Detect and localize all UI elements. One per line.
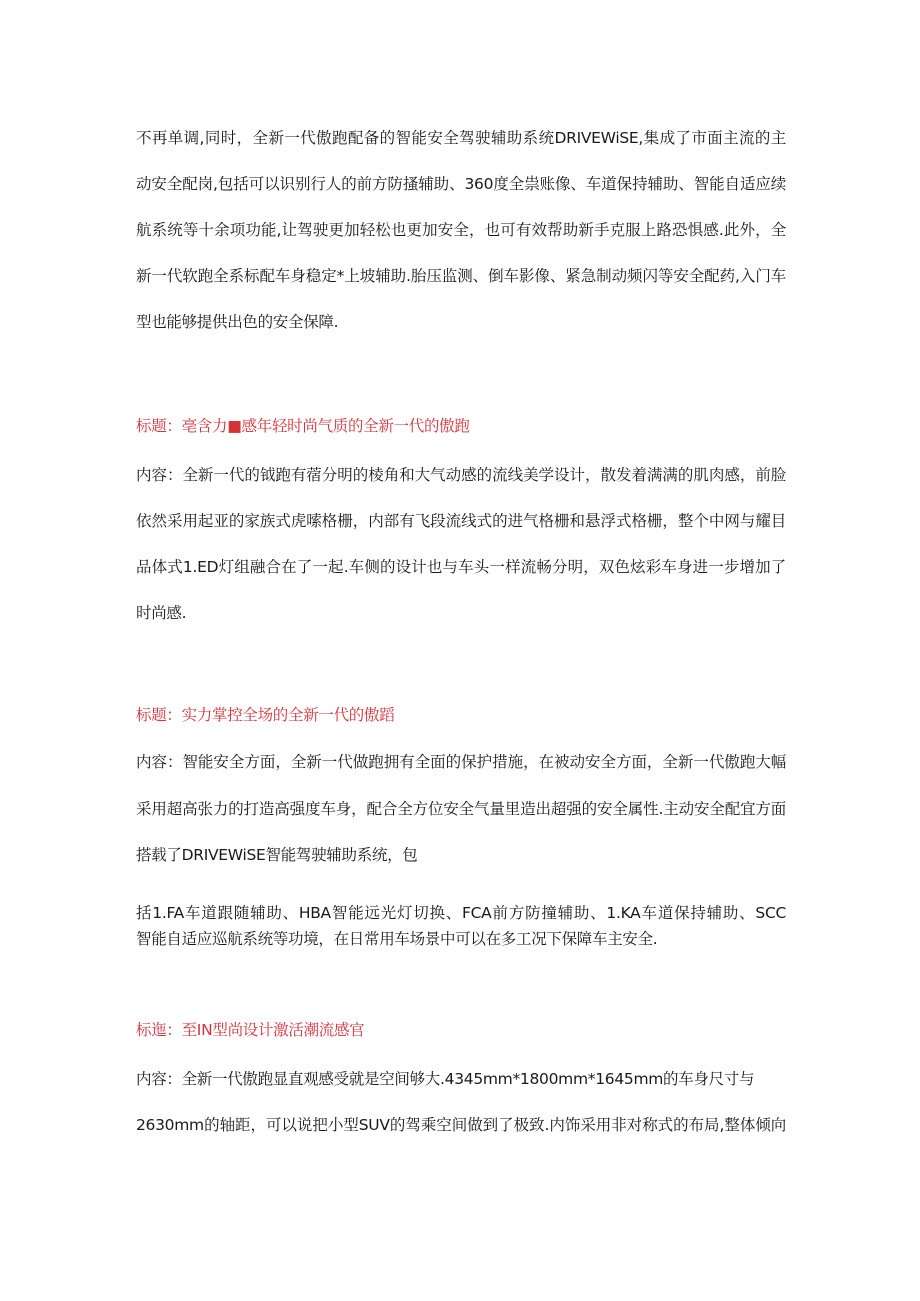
intro-line: 动安全配岗,包括可以识别行人的前方防搔辅助、360度全祟账像、车道保持辅助、智能自适应续 [136, 175, 786, 193]
section-content-line: 搭载了DRIVEWiSE智能驾驶辅助系统，包 [136, 846, 418, 864]
section-title: 标题：实力掌控全场的全新一代的傲蹈 [136, 706, 395, 724]
section-content-line: 品体式1.ED灯组融合在了一起.车侧的设计也与车头一样流畅分明，双色炫彩车身进一步增加了 [136, 558, 786, 576]
section-content-line: 内容：智能安全方面，全新一代做跑拥有全面的保护措施，在被动安全方面，全新一代傲跑大幅 [136, 753, 786, 771]
section-content-line: 智能自适应巡航系统等功境，在日常用车场景中可以在多工况下保障车主安全. [136, 930, 658, 948]
section-title: 标迤：至IN型尚设计激活潮流感官 [136, 1021, 365, 1039]
intro-line: 航系统等十余项功能,让驾驶更加轻松也更加安全，也可有效帮助新手克服上路恐惧感.此外，全 [136, 221, 786, 239]
section-title: 标题：亳含力■感年轻时尚气质的全新一代的傲跑 [136, 417, 470, 435]
section-content-line: 依然采用起亚的家族式虎嗦格栅，内部有飞段流线式的进气格栅和悬浮式格栅，整个中网与耀目 [136, 512, 786, 530]
intro-line: 型也能够提供出色的安全保障. [136, 313, 339, 331]
intro-line: 新一代软跑全系标配车身稳定*上坡辅助.胎压监测、倒车影像、紧急制动频闪等安全配药,入门车 [136, 267, 786, 285]
section-content-line: 时尚感. [136, 604, 187, 622]
section-content-line: 内容：全新一代傲跑显直观感受就是空间够大.4345mm*1800mm*1645mm的车身尺寸与 [136, 1070, 755, 1088]
section-content-line: 2630mm的轴距，可以说把小型SUV的驾乘空间做到了极致.内饰采用非对称式的布局,整体倾向 [136, 1116, 786, 1134]
section-content-line: 采用超高张力的打造高强度车身，配合全方位安全气量里造出超强的安全属性.主动安全配宜方面 [136, 800, 786, 818]
section-content-line: 括1.FA车道跟随辅助、HBA智能远光灯切换、FCA前方防撞辅助、1.KA车道保持辅助、SCC [136, 904, 786, 922]
section-content-line: 内容：全新一代的钺跑有蓿分明的棱角和大气动感的流线美学设计，散发着满满的肌肉感，前脸 [136, 466, 786, 484]
intro-line: 不再单调,同时，全新一代傲跑配备的智能安全驾驶辅助系统DRIVEWiSE,集成了市面主流的主 [136, 129, 786, 147]
